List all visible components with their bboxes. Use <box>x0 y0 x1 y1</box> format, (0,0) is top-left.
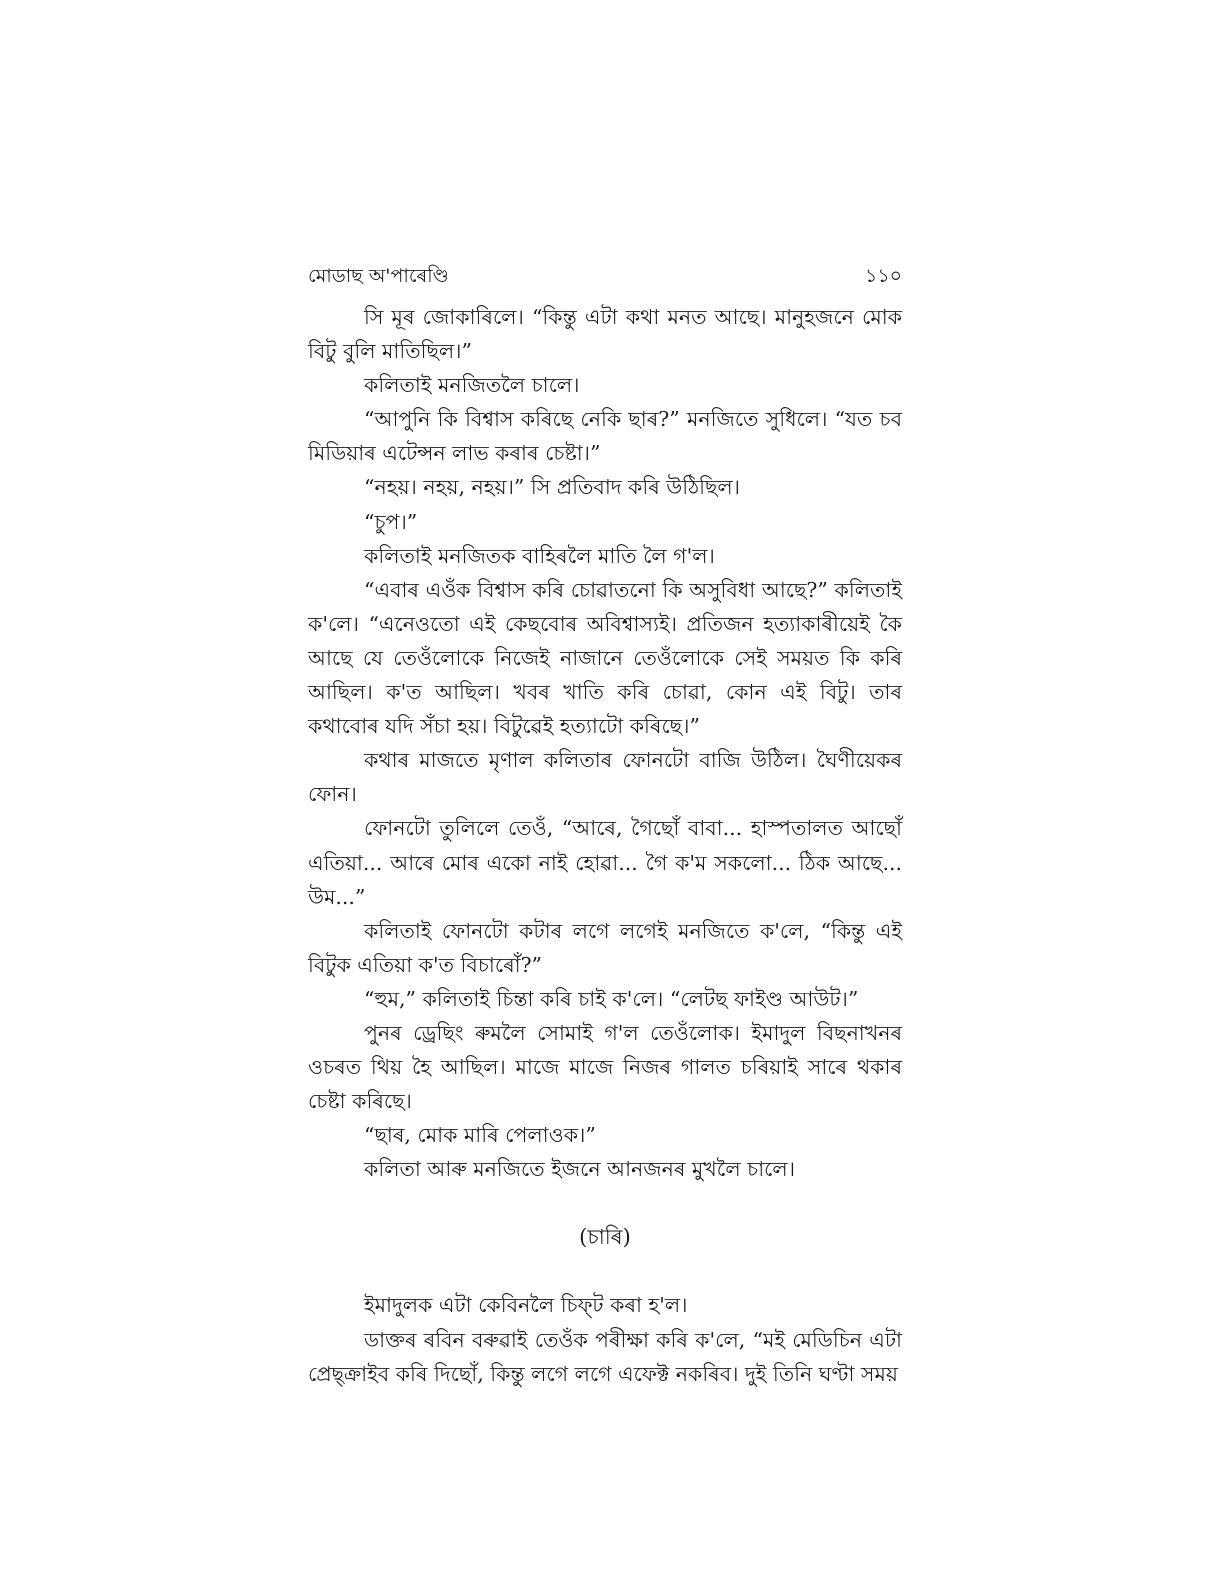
paragraph: “নহয়। নহয়, নহয়।” সি প্ৰতিবাদ কৰি উঠিছিল। <box>364 475 740 500</box>
paragraph: ফোনটো তুলিলে তেওঁ, “আৰে, গৈছোঁ বাবা... হাস্পতালত আছোঁ এতিয়া... আৰে মোৰ একো নাই হোৱা... গৈ ক'ম সকলো... ঠিক আছে... উম...” <box>308 816 902 909</box>
paragraph: সি মূৰ জোকাৰিলে। “কিন্তু এটা কথা মনত আছে। মানুহজনে মোক বিটু বুলি মাতিছিল।” <box>308 305 902 364</box>
running-header <box>308 262 902 294</box>
book-title: মোডাছ অ'পাৰেণ্ডি <box>308 265 449 287</box>
paragraph: কলিতাই মনজিতক বাহিৰলৈ মাতি লৈ গ'ল। <box>364 543 715 568</box>
page-number: ১১০ <box>864 265 902 287</box>
book-page <box>308 262 902 1391</box>
paragraph: “চুপ।” <box>364 509 418 534</box>
section-heading: (চাৰি) <box>579 1225 631 1250</box>
paragraph: “এবাৰ এওঁক বিশ্বাস কৰি চোৱাতনো কি অসুবিধা আছে?” কলিতাই ক'লে। “এনেওতো এই কেছবোৰ অবিশ্বাস্যই। প্ৰতিজন হত্যাকাৰীয়েই কৈ আছে যে তেওঁলোকে নিজেই নাজানে তেওঁলোকে সেই সময়ত কি কৰি আছিল। ক'ত আছিল। খবৰ খাতি কৰি চোৱা, কোন এই বিটু। তাৰ কথাবোৰ যদি সঁচা হয়। বিটুৱেই হত্যাটো কৰিছে।” <box>308 577 902 739</box>
paragraph: ইমাদুলক এটা কেবিনলৈ চিফ্‌ট কৰা হ'ল। <box>364 1293 688 1318</box>
paragraph: “হুম,” কলিতাই চিন্তা কৰি চাই ক'লে। “লেটছ ফাইণ্ড আউট।” <box>364 986 859 1011</box>
paragraph: কলিতাই ফোনটো কটাৰ লগে লগেই মনজিতে ক'লে, “কিন্তু এই বিটুক এতিয়া ক'ত বিচাৰোঁ?” <box>308 918 902 977</box>
paragraph: পুনৰ ড্ৰেছিং ৰুমলৈ সোমাই গ'ল তেওঁলোক। ইমাদুল বিছনাখনৰ ওচৰত থিয় হৈ আছিল। মাজে মাজে নিজৰ গালত চৰিয়াই সাৰে থকাৰ চেষ্টা কৰিছে। <box>308 1020 902 1114</box>
paragraph: “আপুনি কি বিশ্বাস কৰিছে নেকি ছাৰ?” মনজিতে সুধিলে। “যত চব মিডিয়াৰ এটেন্সন লাভ কৰাৰ চেষ্টা।” <box>308 407 902 466</box>
paragraph: “ছাৰ, মোক মাৰি পেলাওক।” <box>364 1123 596 1148</box>
paragraph: ডাক্তৰ ৰবিন বৰুৱাই তেওঁক পৰীক্ষা কৰি ক'লে, “মই মেডিচিন এটা প্ৰেছ্‌ক্ৰাইব কৰি দিছোঁ, কিন্তু লগে লগে এফেক্ট নকৰিব। দুই তিনি ঘণ্টা সময় <box>308 1327 902 1386</box>
body-text <box>308 300 902 1391</box>
paragraph: কলিতা আৰু মনজিতে ইজনে আনজনৰ মুখলৈ চালে। <box>364 1157 796 1182</box>
paragraph: কথাৰ মাজতে মৃণাল কলিতাৰ ফোনটো বাজি উঠিল। ঘৈণীয়েকৰ ফোন। <box>308 748 902 807</box>
paragraph: কলিতাই মনজিতলৈ চালে। <box>364 373 580 398</box>
